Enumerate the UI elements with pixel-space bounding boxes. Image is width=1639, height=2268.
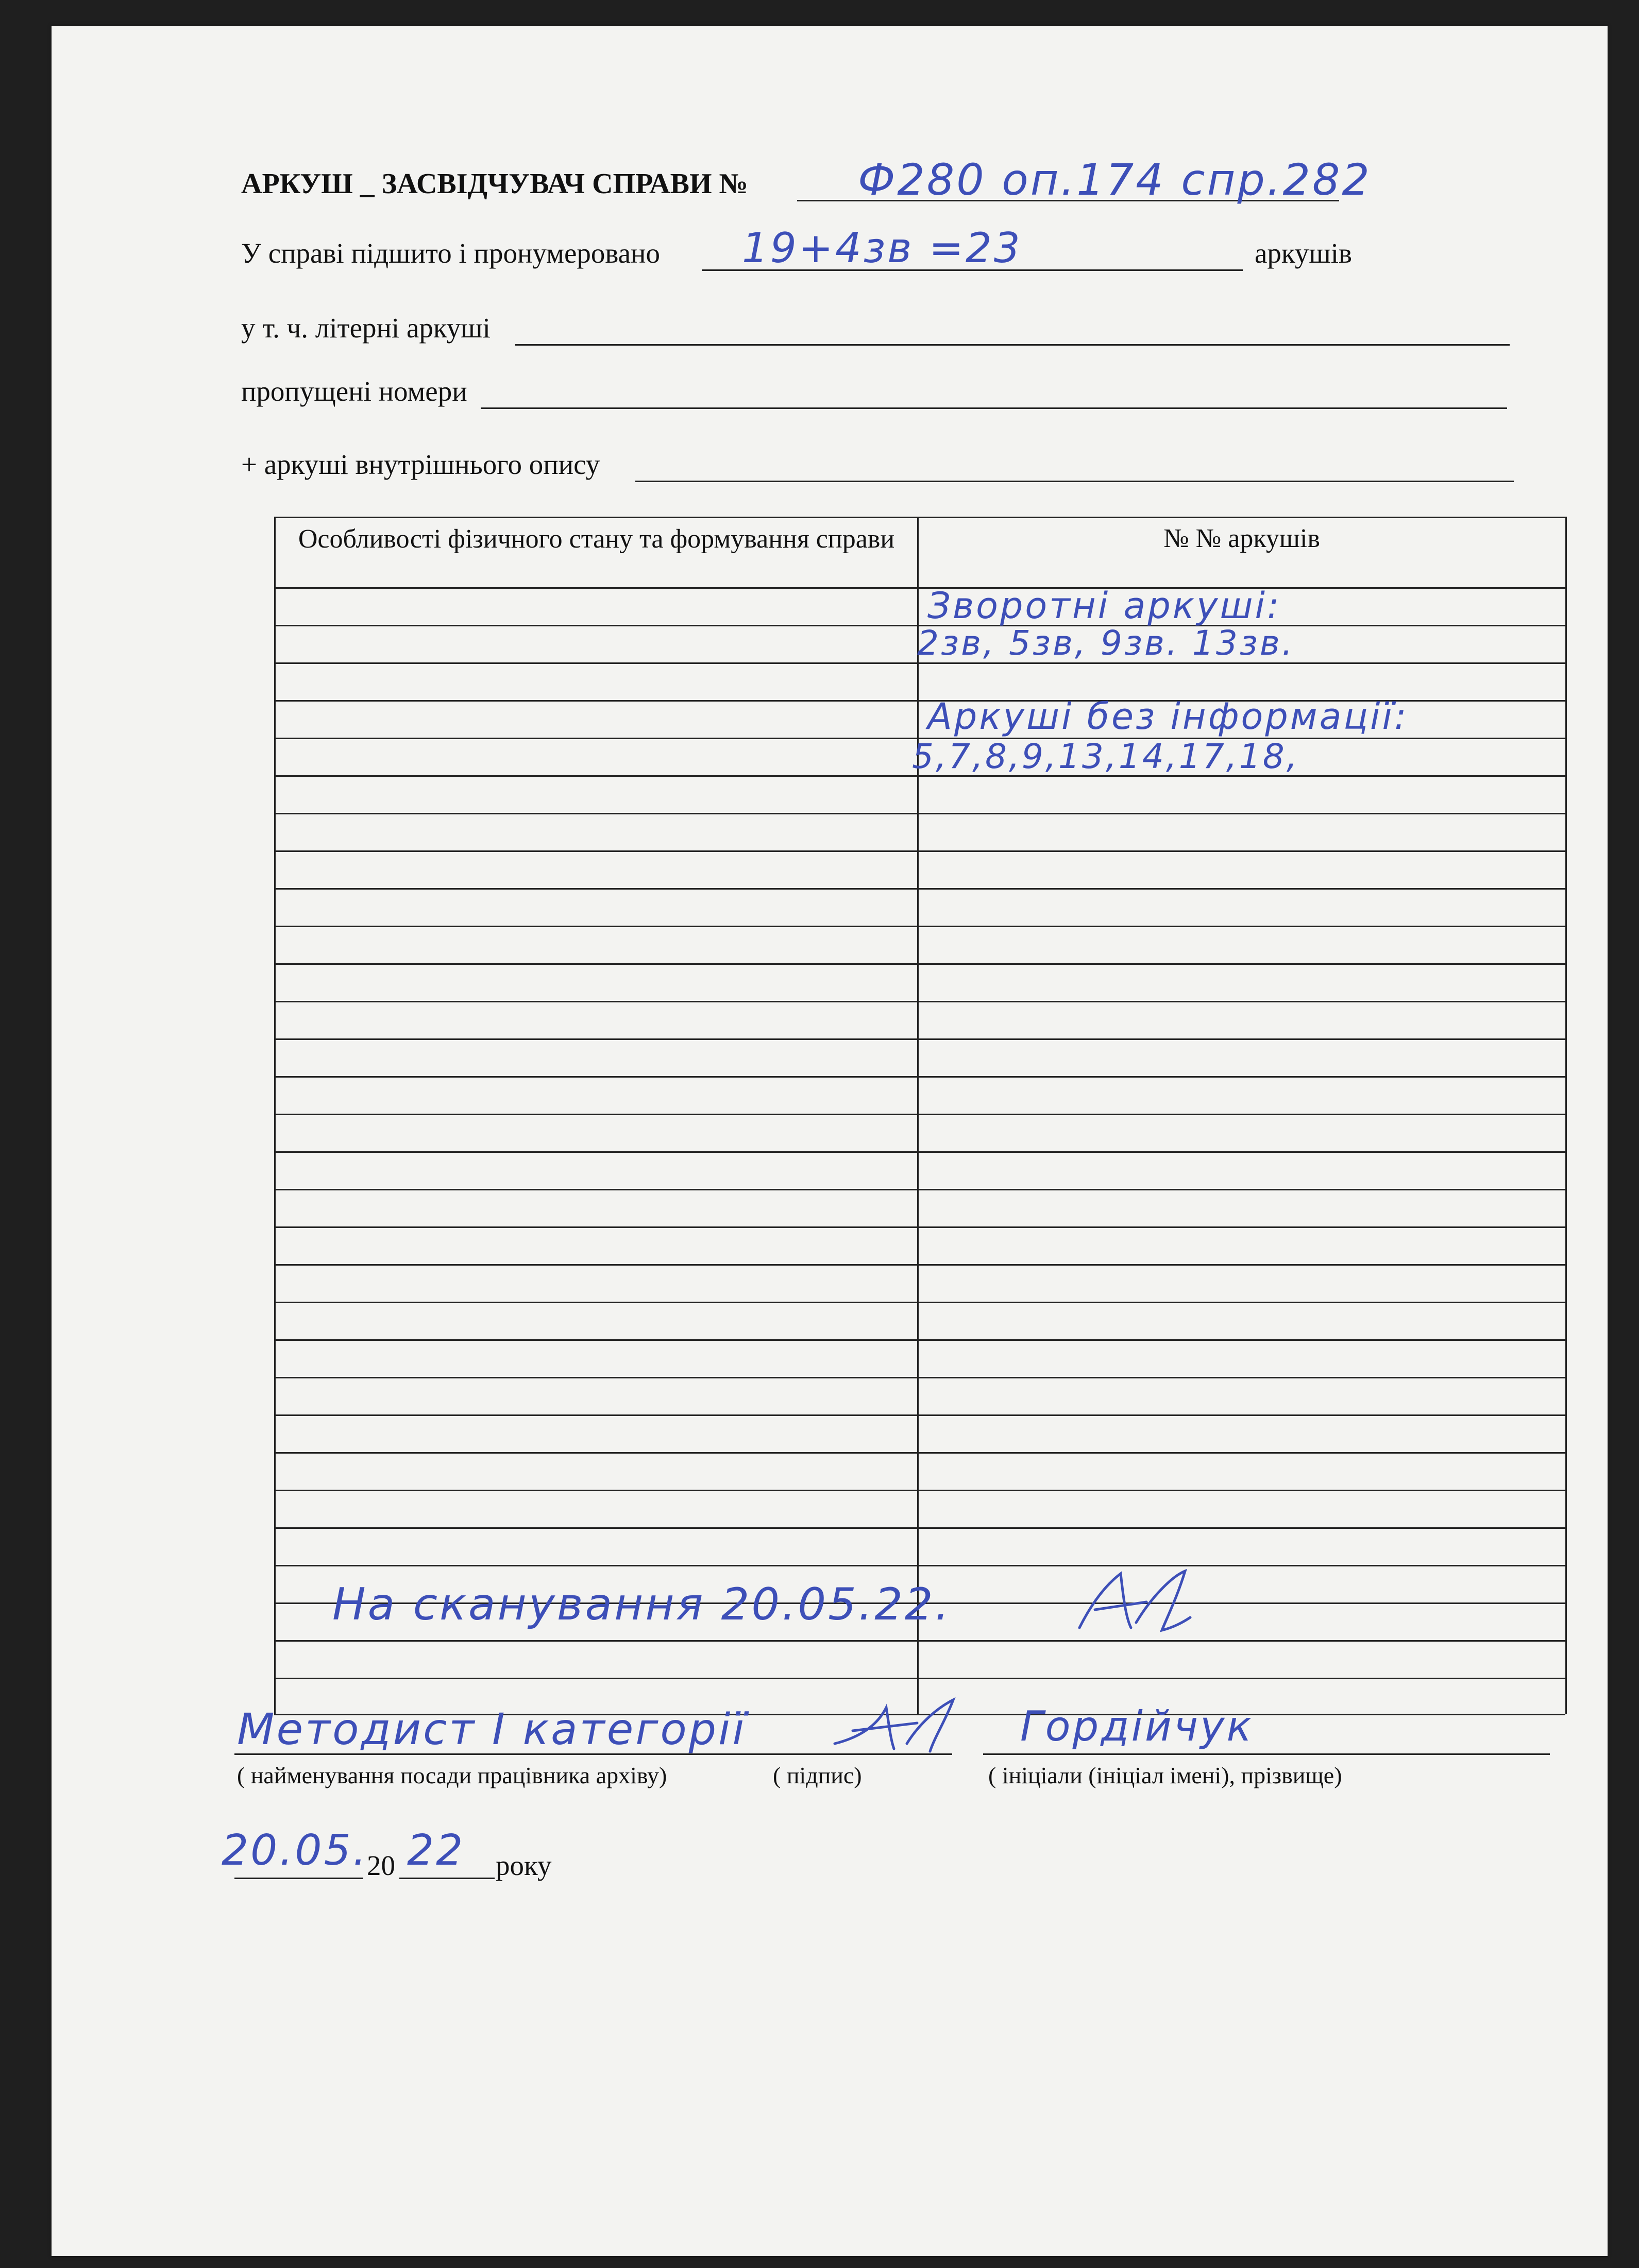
table-row-line <box>274 1226 1565 1228</box>
date-year-handwritten: 22 <box>407 1826 465 1875</box>
table-header-sheet-numbers: № № аркушів <box>1163 524 1320 553</box>
table-row-line <box>274 1001 1565 1002</box>
table-right-border <box>1565 517 1567 1714</box>
date-day-month-handwritten: 20.05. <box>222 1826 368 1875</box>
table-row-line <box>274 813 1565 814</box>
table-row-line <box>274 850 1565 852</box>
internal-inventory-label: + аркуші внутрішнього опису <box>241 449 600 480</box>
internal-inventory-underline <box>635 481 1514 482</box>
document-page <box>52 26 1608 2256</box>
sewn-label: У справі підшито і пронумеровано <box>241 237 660 269</box>
signature-caption: ( підпис) <box>773 1762 862 1788</box>
table-row-line <box>274 1527 1565 1529</box>
table-row-line <box>274 1189 1565 1190</box>
date-suffix: року <box>496 1850 552 1881</box>
signature-mark <box>830 1692 964 1762</box>
table-entry-reverse-sheets-list: 2зв, 5зв, 9зв. 13зв. <box>917 623 1295 663</box>
table-row-line <box>274 1565 1565 1566</box>
table-row-line <box>274 1640 1565 1642</box>
table-row-line <box>274 1452 1565 1454</box>
table-row-line <box>274 1377 1565 1378</box>
missing-numbers-label: пропущені номери <box>241 376 467 407</box>
position-handwritten: Методист І категорії <box>237 1704 747 1754</box>
table-row-line <box>274 1490 1565 1491</box>
table-column-divider <box>917 517 919 1714</box>
table-row-line <box>274 1076 1565 1078</box>
table-row-line <box>274 1302 1565 1303</box>
letter-sheets-label: у т. ч. літерні аркуші <box>241 312 491 344</box>
case-number-handwritten: Ф280 оп.174 спр.282 <box>858 155 1372 205</box>
scan-note-handwritten: На сканування 20.05.22. <box>332 1579 951 1630</box>
scan-note-initials-signature <box>1074 1566 1193 1641</box>
table-entry-reverse-sheets-label: Зворотні аркуші: <box>927 585 1281 627</box>
table-header-bottom <box>274 587 1565 589</box>
table-row-line <box>274 1414 1565 1416</box>
missing-numbers-underline <box>481 407 1507 409</box>
table-row-line <box>274 1339 1565 1341</box>
table-row-line <box>274 1114 1565 1115</box>
letter-sheets-underline <box>515 344 1510 346</box>
table-top-border <box>274 517 1565 518</box>
table-row-line <box>274 1678 1565 1679</box>
table-entry-blank-sheets-label: Аркуші без інформації: <box>927 695 1409 738</box>
table-row-line <box>274 963 1565 965</box>
table-row-line <box>274 888 1565 890</box>
table-left-border <box>274 517 276 1714</box>
sheets-suffix: аркушів <box>1255 237 1352 269</box>
name-caption: ( ініціали (ініціал імені), прізвище) <box>988 1762 1342 1788</box>
table-row-line <box>274 1038 1565 1040</box>
name-underline <box>983 1753 1550 1755</box>
table-row-line <box>274 926 1565 927</box>
name-handwritten: Гордійчук <box>1020 1702 1254 1750</box>
date-day-month-underline <box>234 1878 363 1879</box>
table-header-condition: Особливості фізичного стану та формування справи <box>298 524 895 554</box>
sewn-count-handwritten: 19+4зв =23 <box>742 224 1022 272</box>
date-year-underline <box>399 1878 495 1879</box>
document-title: АРКУШ _ ЗАСВІДЧУВАЧ СПРАВИ № <box>241 168 748 200</box>
table-row-line <box>274 1264 1565 1266</box>
table-entry-blank-sheets-list: 5,7,8,9,13,14,17,18, <box>912 737 1299 776</box>
position-caption: ( найменування посади працівника архіву) <box>237 1762 667 1788</box>
table-row-line <box>274 1151 1565 1153</box>
date-century: 20 <box>367 1850 395 1881</box>
